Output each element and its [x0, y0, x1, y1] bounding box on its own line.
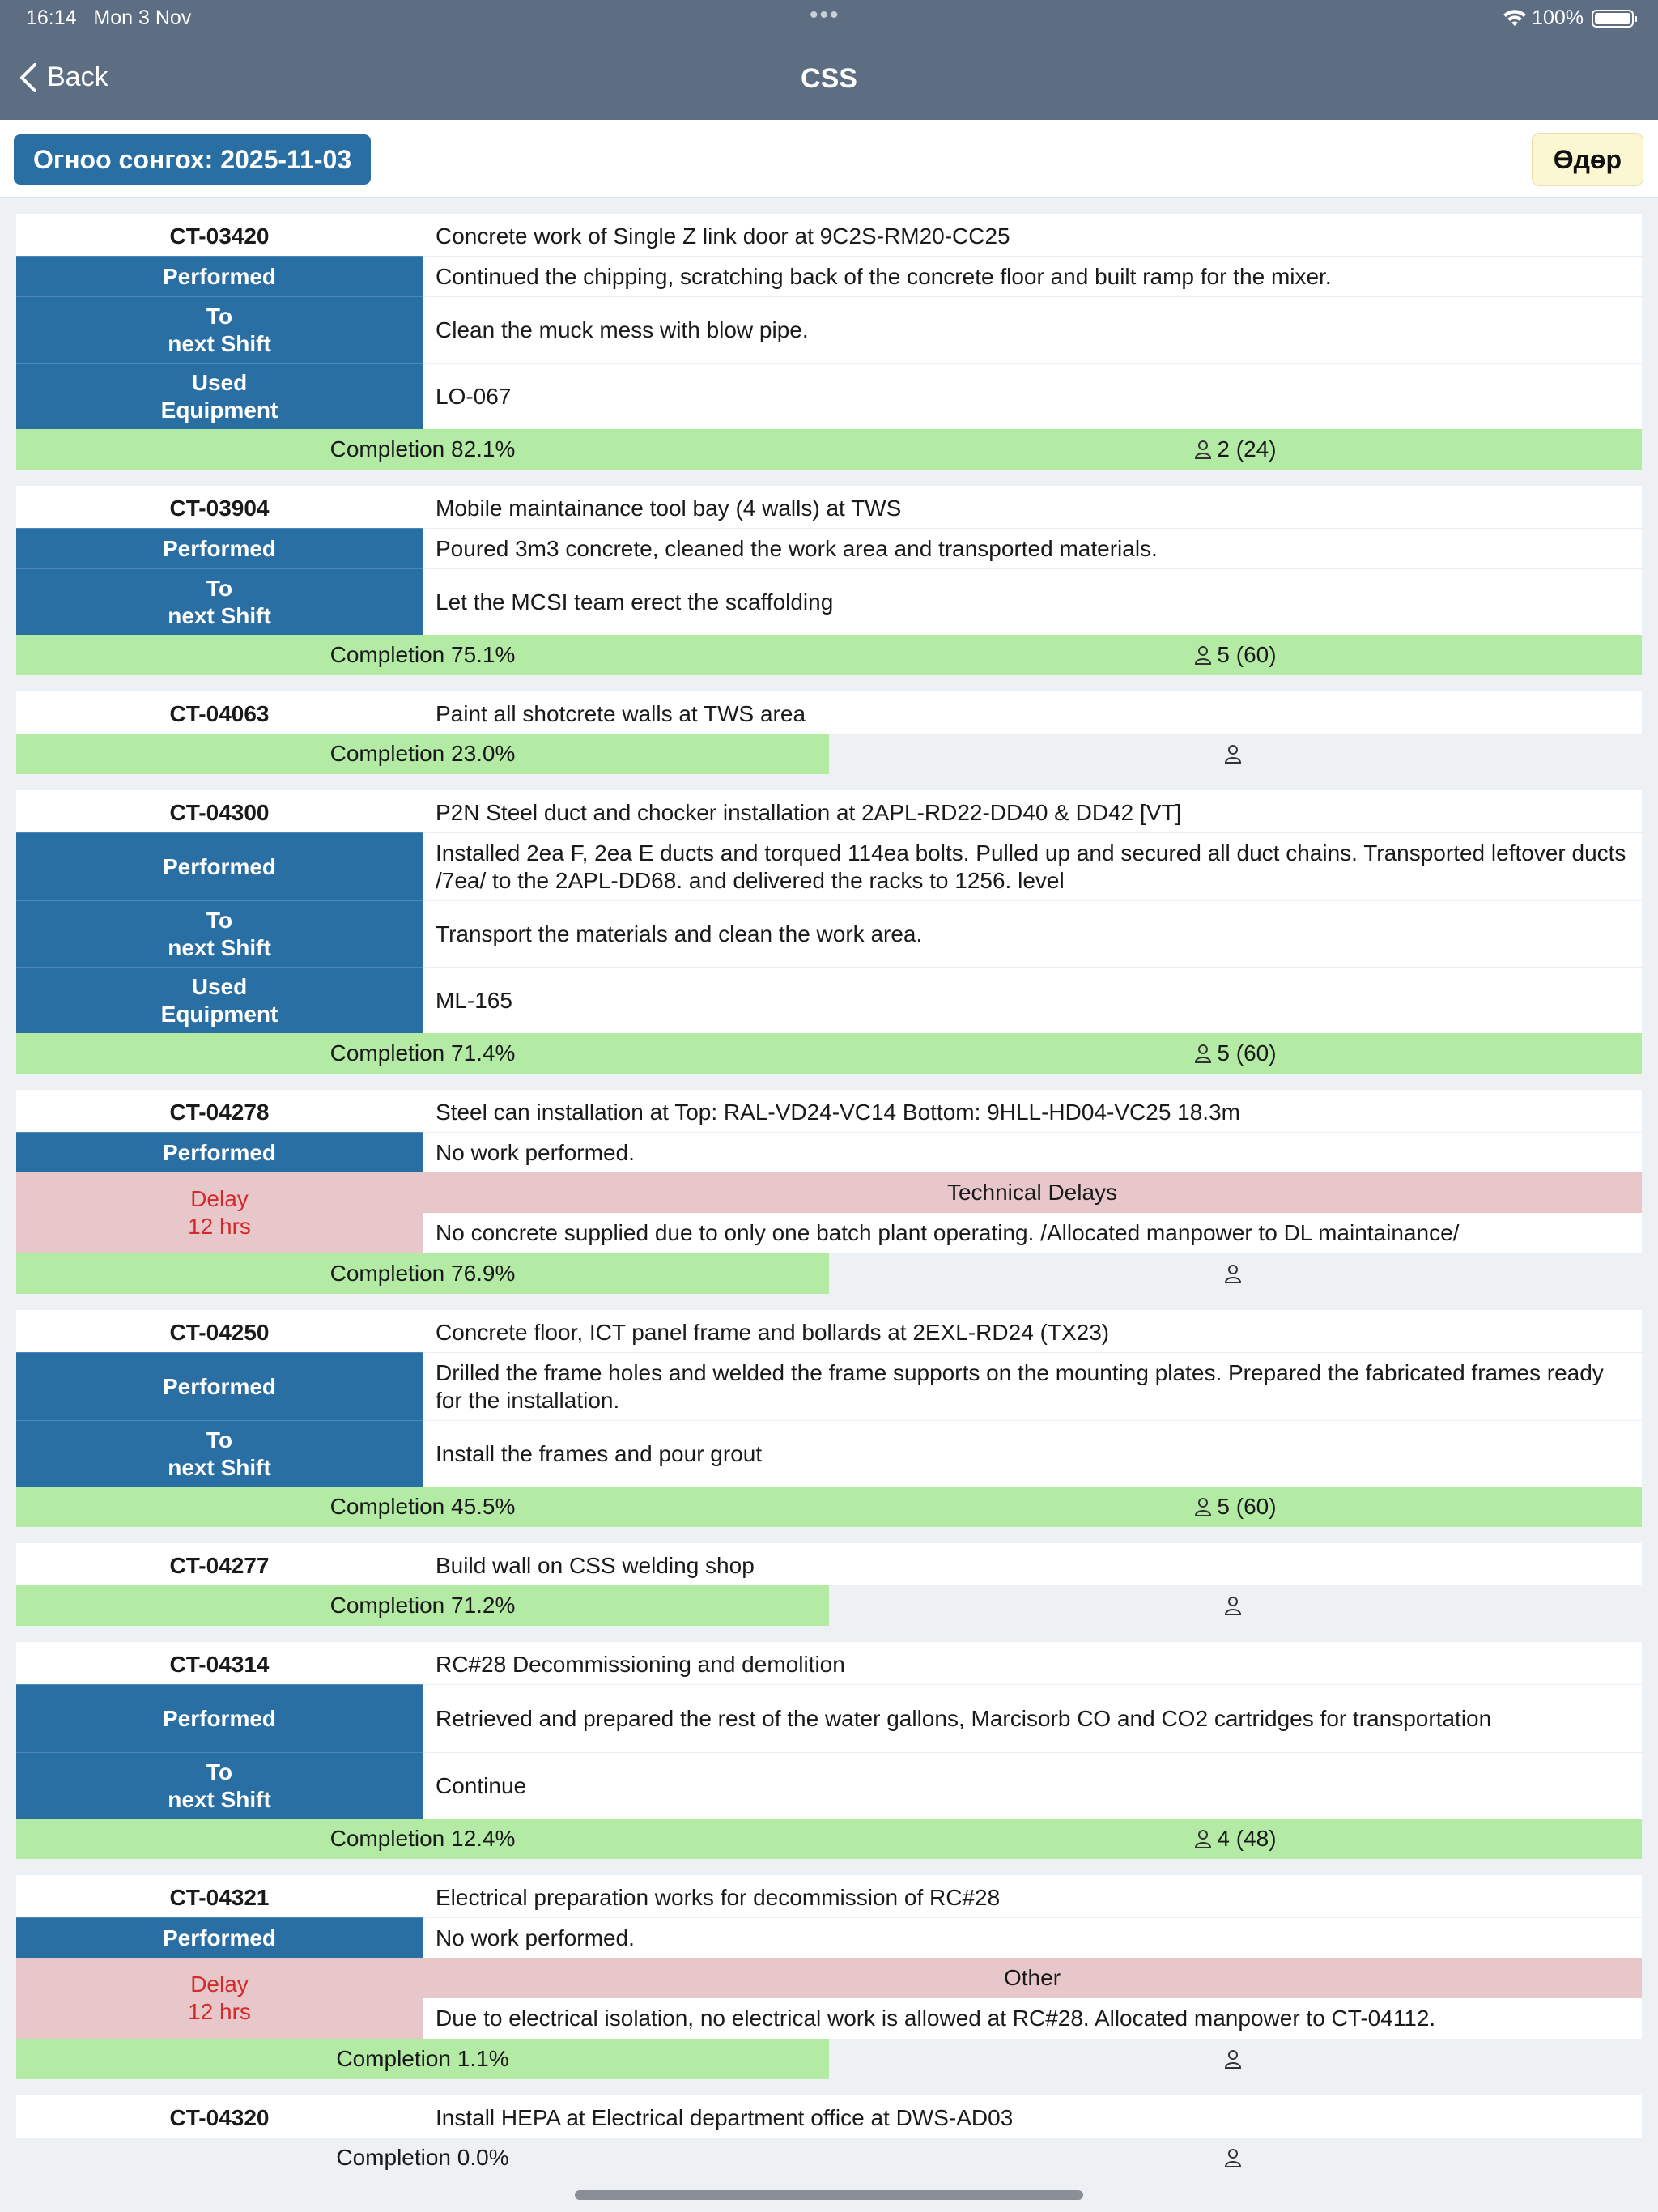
next-shift-label: To next Shift [16, 296, 423, 363]
navigation-bar [0, 0, 1658, 120]
completion-row [16, 734, 1642, 774]
task-card[interactable] [16, 1875, 1642, 2079]
delay-type: Technical Delays [423, 1172, 1642, 1213]
performed-text: Drilled the frame holes and welded the frame supports on the mounting plates. Prepared the fabricated frames ready for the installation. [423, 1352, 1642, 1420]
performed-text: Continued the chipping, scratching back of the concrete floor and built ramp for the mixer. [423, 256, 1642, 296]
next-shift-label: To next Shift [16, 568, 423, 635]
manpower-cell [829, 734, 1642, 774]
completion-text: Completion 71.4% [16, 1033, 829, 1074]
task-id: CT-04277 [169, 1553, 270, 1578]
next-shift-row [16, 296, 1642, 363]
task-id: CT-04250 [169, 1320, 270, 1345]
equipment-row [16, 363, 1642, 429]
completion-text: Completion 82.1% [16, 429, 829, 470]
next-shift-row [16, 900, 1642, 967]
day-button[interactable]: Өдөр [1532, 133, 1643, 186]
task-title: Mobile maintainance tool bay (4 walls) at TWS [436, 496, 902, 521]
delay-text: Due to electrical isolation, no electrical work is allowed at RC#28. Allocated manpower to CT-04112. [436, 2006, 1436, 2031]
delay-label: Delay 12 hrs [16, 1958, 423, 2039]
task-card[interactable] [16, 1642, 1642, 1859]
equipment-text: LO-067 [423, 363, 1642, 429]
completion-row [16, 1253, 1642, 1294]
completion-row [16, 2138, 1642, 2178]
task-card[interactable] [16, 1310, 1642, 1527]
performed-label: Performed [16, 1684, 423, 1752]
task-id: CT-04320 [169, 2105, 270, 2130]
task-id: CT-04278 [169, 1100, 270, 1125]
task-header-row [16, 1543, 1642, 1585]
task-id: CT-03420 [169, 223, 270, 249]
person-icon [1194, 1497, 1212, 1516]
task-card[interactable] [16, 790, 1642, 1074]
next-shift-label: To next Shift [16, 1420, 423, 1487]
next-shift-text: Let the MCSI team erect the scaffolding [423, 568, 1642, 635]
task-title: RC#28 Decommissioning and demolition [436, 1652, 845, 1677]
task-card[interactable] [16, 2095, 1642, 2178]
person-icon [1224, 2148, 1242, 2167]
manpower-cell [829, 1253, 1642, 1294]
task-header-row [16, 2095, 1642, 2138]
equipment-text: ML-165 [423, 967, 1642, 1033]
task-id: CT-04300 [169, 800, 270, 825]
manpower-count: 5 (60) [1217, 642, 1277, 667]
next-shift-row [16, 568, 1642, 635]
task-header-row [16, 214, 1642, 256]
page-title: CSS [801, 63, 857, 94]
person-icon [1224, 744, 1242, 764]
next-shift-label: To next Shift [16, 900, 423, 967]
manpower-cell [829, 2039, 1642, 2079]
manpower-cell [829, 1819, 1642, 1859]
task-header-row [16, 1310, 1642, 1352]
completion-row [16, 2039, 1642, 2079]
completion-text: Completion 71.2% [16, 1585, 829, 1626]
completion-row [16, 1819, 1642, 1859]
person-icon [1194, 1044, 1212, 1063]
delay-row [16, 1172, 1642, 1253]
performed-label: Performed [16, 1132, 423, 1172]
equipment-label: Used Equipment [16, 967, 423, 1033]
performed-row [16, 1132, 1642, 1172]
task-header-row [16, 1875, 1642, 1917]
manpower-cell [829, 429, 1642, 470]
battery-percent: 100% [1532, 6, 1584, 29]
next-shift-row [16, 1752, 1642, 1819]
status-right [1503, 6, 1634, 30]
status-time: 16:14 Mon 3 Nov [26, 6, 192, 29]
manpower-cell [829, 2138, 1642, 2178]
performed-label: Performed [16, 528, 423, 568]
person-icon [1224, 2049, 1242, 2069]
manpower-cell [829, 635, 1642, 675]
completion-row [16, 1585, 1642, 1626]
next-shift-label: To next Shift [16, 1752, 423, 1819]
completion-text: Completion 1.1% [16, 2039, 829, 2079]
task-card[interactable] [16, 1543, 1642, 1626]
completion-text: Completion 12.4% [16, 1819, 829, 1859]
delay-text: No concrete supplied due to only one batch plant operating. /Allocated manpower to DL maintainance/ [436, 1220, 1460, 1245]
performed-label: Performed [16, 1917, 423, 1958]
task-id: CT-04314 [169, 1652, 270, 1677]
task-list[interactable] [16, 214, 1642, 2194]
delay-row [16, 1958, 1642, 2039]
multitasking-dots-icon[interactable]: ••• [810, 2, 840, 28]
scroll-indicator[interactable] [575, 2190, 1083, 2200]
task-title: Concrete work of Single Z link door at 9C2S-RM20-CC25 [436, 223, 1010, 249]
performed-text: Retrieved and prepared the rest of the water gallons, Marcisorb CO and CO2 cartridges for transportation [423, 1684, 1642, 1752]
task-title: Build wall on CSS welding shop [436, 1553, 755, 1578]
performed-row [16, 528, 1642, 568]
task-title: Steel can installation at Top: RAL-VD24-VC14 Bottom: 9HLL-HD04-VC25 18.3m [436, 1100, 1240, 1125]
manpower-count: 2 (24) [1217, 436, 1277, 462]
task-card[interactable] [16, 691, 1642, 774]
manpower-count: 5 (60) [1217, 1494, 1277, 1519]
task-header-row [16, 486, 1642, 528]
task-title: Paint all shotcrete walls at TWS area [436, 701, 806, 726]
task-title: Electrical preparation works for decommission of RC#28 [436, 1885, 1001, 1910]
task-title: Install HEPA at Electrical department office at DWS-AD03 [436, 2105, 1014, 2130]
completion-text: Completion 0.0% [16, 2138, 829, 2178]
completion-text: Completion 76.9% [16, 1253, 829, 1294]
next-shift-text: Clean the muck mess with blow pipe. [423, 296, 1642, 363]
date-picker-button[interactable]: Огноо сонгох: 2025-11-03 [14, 134, 371, 185]
task-card[interactable] [16, 214, 1642, 470]
manpower-cell [829, 1033, 1642, 1074]
wifi-icon [1503, 10, 1527, 28]
task-title: Concrete floor, ICT panel frame and bollards at 2EXL-RD24 (TX23) [436, 1320, 1110, 1345]
task-header-row [16, 790, 1642, 832]
task-header-row [16, 1642, 1642, 1684]
task-header-row [16, 691, 1642, 734]
completion-row [16, 635, 1642, 675]
next-shift-text: Install the frames and pour grout [423, 1420, 1642, 1487]
task-title: P2N Steel duct and chocker installation at 2APL-RD22-DD40 & DD42 [VT] [436, 800, 1182, 825]
person-icon [1224, 1596, 1242, 1615]
back-label: Back [47, 62, 108, 92]
person-icon [1194, 440, 1212, 459]
performed-label: Performed [16, 832, 423, 900]
next-shift-row [16, 1420, 1642, 1487]
person-icon [1224, 1264, 1242, 1283]
manpower-cell [829, 1585, 1642, 1626]
task-id: CT-04063 [169, 701, 270, 726]
completion-text: Completion 23.0% [16, 734, 829, 774]
performed-label: Performed [16, 256, 423, 296]
performed-text: Poured 3m3 concrete, cleaned the work area and transported materials. [423, 528, 1642, 568]
performed-text: No work performed. [423, 1132, 1642, 1172]
equipment-row [16, 967, 1642, 1033]
task-card[interactable] [16, 486, 1642, 675]
performed-row [16, 832, 1642, 900]
equipment-label: Used Equipment [16, 363, 423, 429]
completion-row [16, 1033, 1642, 1074]
manpower-count: 4 (48) [1217, 1826, 1277, 1851]
battery-icon [1592, 10, 1634, 28]
next-shift-text: Transport the materials and clean the work area. [423, 900, 1642, 967]
performed-row [16, 1917, 1642, 1958]
completion-text: Completion 45.5% [16, 1487, 829, 1527]
task-id: CT-04321 [169, 1885, 270, 1910]
performed-text: Installed 2ea F, 2ea E ducts and torqued 114ea bolts. Pulled up and secured all duct chains. Transported leftover ducts /7ea/ to the 2APL-DD68. and delivered the racks to 1256. level [423, 832, 1642, 900]
delay-type: Other [423, 1958, 1642, 1998]
task-id: CT-03904 [169, 496, 270, 521]
performed-row [16, 1352, 1642, 1420]
person-icon [1194, 1829, 1212, 1848]
completion-row [16, 429, 1642, 470]
filter-bar [0, 120, 1658, 198]
person-icon [1194, 645, 1212, 665]
delay-label: Delay 12 hrs [16, 1172, 423, 1253]
performed-label: Performed [16, 1352, 423, 1420]
performed-row [16, 256, 1642, 296]
manpower-count: 5 (60) [1217, 1040, 1277, 1066]
performed-text: No work performed. [423, 1917, 1642, 1958]
manpower-cell [829, 1487, 1642, 1527]
next-shift-text: Continue [423, 1752, 1642, 1819]
completion-row [16, 1487, 1642, 1527]
completion-text: Completion 75.1% [16, 635, 829, 675]
task-header-row [16, 1090, 1642, 1132]
task-card[interactable] [16, 1090, 1642, 1294]
performed-row [16, 1684, 1642, 1752]
